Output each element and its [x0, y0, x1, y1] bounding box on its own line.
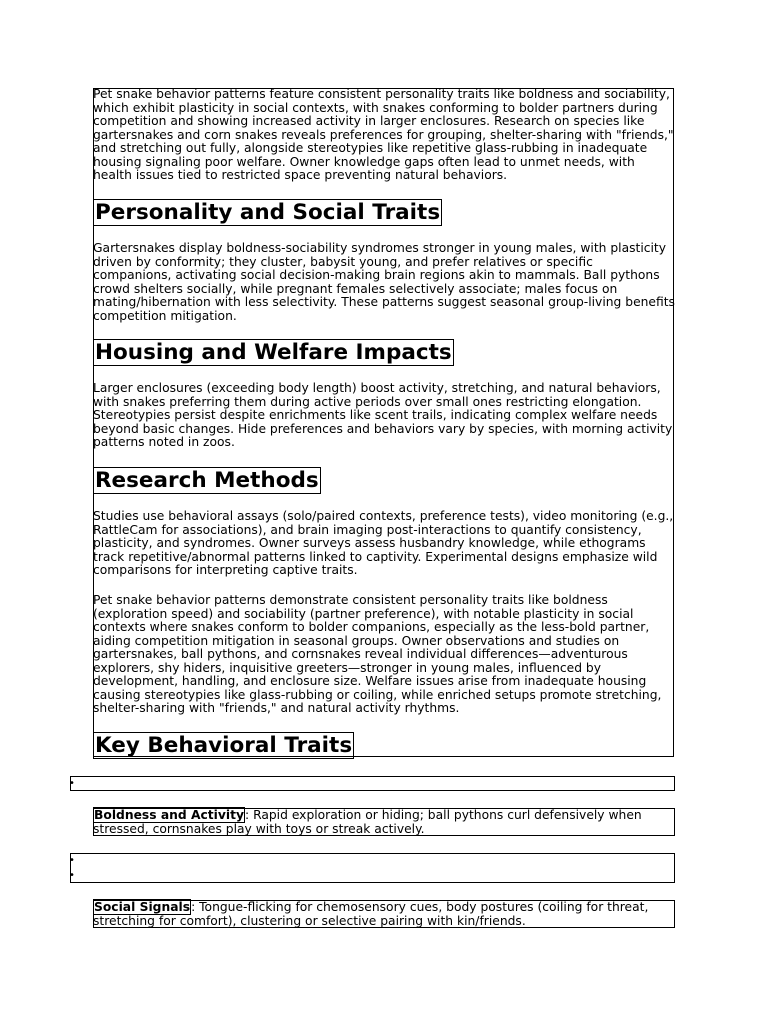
section-body-personality: Gartersnakes display boldness-sociability syndromes stronger in young males, with plasticity driven by conformity; they cluster, babysit young, and prefer relatives or specific companions, activating social decision-making brain regions akin to mammals. Ball pythons crowd shelters socially, while pregnant females selectively associate; males focus on mating/hibernation with less selectivity. These patterns suggest seasonal group-living benefits competition mitigation. — [93, 241, 675, 323]
trait-term-boldness: Boldness and Activity — [94, 808, 245, 822]
section-heading-key-traits: Key Behavioral Traits — [95, 733, 353, 758]
list-item-empty — [70, 853, 675, 883]
trait-desc-boldness: : Rapid exploration or hiding; ball pythons curl defensively when stressed, cornsnakes play with toys or streak actively. — [93, 808, 642, 836]
section-heading-personality: Personality and Social Traits — [95, 200, 441, 225]
trait-social-text — [93, 901, 673, 928]
summary-paragraph: Pet snake behavior patterns demonstrate consistent personality traits like boldness (exploration speed) and sociability (partner preference), with notable plasticity in social contexts where snakes conform to bolder companions, especially as the less-bold partner, aiding competition mitigation in seasonal groups. Owner observations and studies on gartersnakes, ball pythons, and cornsnakes reveal individual differences—adventurous explorers, shy hiders, inquisitive greeters—stronger in young males, influenced by development, handling, and enclosure size. Welfare issues arise from inadequate housing causing stereotypies like glass-rubbing or coiling, while enriched setups promote stretching, shelter-sharing with "friends," and natural activity rhythms. — [93, 593, 662, 715]
section-body-research: Studies use behavioral assays (solo/paired contexts, preference tests), video monitoring (e.g., RattleCam for associations), and brain imaging post-interactions to quantify consistency, plasticity, and syndromes. Owner surveys assess husbandry knowledge, while ethograms track repetitive/abnormal patterns linked to captivity. Experimental designs emphasize wild comparisons for interpreting captive traits. — [93, 509, 674, 577]
trait-term-social: Social Signals — [94, 900, 191, 914]
list-item-empty — [70, 776, 675, 791]
bullet-icon: • — [69, 870, 75, 881]
section-heading-research: Research Methods — [95, 468, 319, 493]
bullet-icon: • — [69, 855, 75, 866]
bullet-icon: • — [69, 778, 75, 789]
intro-paragraph: Pet snake behavior patterns feature consistent personality traits like boldness and sociability, which exhibit plasticity in social contexts, with snakes conforming to bolder partners during competition and showing increased activity in larger enclosures. Research on species like gartersnakes and corn snakes reveals preferences for grouping, shelter-sharing with "friends," and stretching out fully, alongside stereotypies like repetitive glass-rubbing in inadequate housing signaling poor welfare. Owner knowledge gaps often lead to unmet needs, with health issues tied to restricted space preventing natural behaviors. — [93, 87, 674, 182]
trait-desc-social: : Tongue-flicking for chemosensory cues, body postures (coiling for threat, stretching for comfort), clustering or selective pairing with kin/friends. — [93, 900, 649, 928]
trait-boldness-text — [93, 809, 673, 836]
section-body-housing: Larger enclosures (exceeding body length) boost activity, stretching, and natural behaviors, with snakes preferring them during active periods over small ones restricting elongation. Stereotypies persist despite enrichments like scent trails, indicating complex welfare needs beyond basic changes. Hide preferences and behaviors vary by species, with morning activity patterns noted in zoos. — [93, 381, 673, 449]
section-heading-housing: Housing and Welfare Impacts — [95, 340, 452, 365]
